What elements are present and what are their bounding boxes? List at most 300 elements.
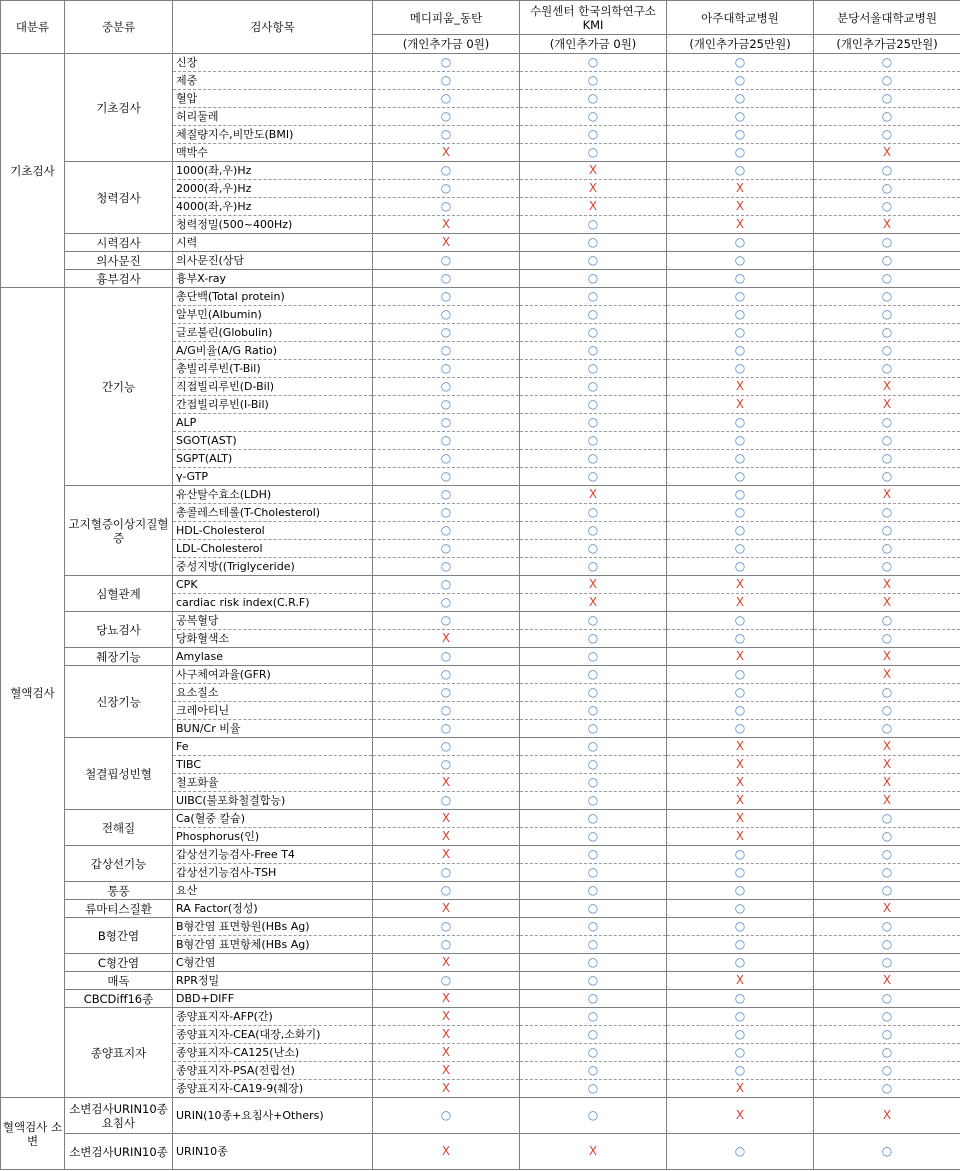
included-mark: ○ (814, 288, 960, 306)
included-mark: ○ (667, 864, 814, 882)
table-row (1, 612, 960, 630)
included-mark: ○ (814, 954, 960, 972)
included-mark: ○ (520, 288, 667, 306)
included-mark: ○ (667, 990, 814, 1008)
included-mark: ○ (373, 504, 520, 522)
item-cell: 요소질소 (173, 684, 373, 702)
included-mark: ○ (520, 252, 667, 270)
item-cell: C형간염 (173, 954, 373, 972)
subcategory-cell: 심혈관계 (65, 576, 173, 612)
included-mark: ○ (520, 918, 667, 936)
header-item: 검사항목 (173, 1, 373, 54)
subcategory-cell: CBCDiff16종 (65, 990, 173, 1008)
included-mark: ○ (520, 1008, 667, 1026)
excluded-mark: X (667, 792, 814, 810)
included-mark: ○ (667, 1134, 814, 1170)
included-mark: ○ (373, 792, 520, 810)
item-cell: 알부민(Albumin) (173, 306, 373, 324)
excluded-mark: X (373, 1044, 520, 1062)
excluded-mark: X (814, 774, 960, 792)
excluded-mark: X (373, 1062, 520, 1080)
excluded-mark: X (814, 576, 960, 594)
included-mark: ○ (667, 54, 814, 72)
included-mark: ○ (520, 882, 667, 900)
included-mark: ○ (520, 1026, 667, 1044)
included-mark: ○ (814, 90, 960, 108)
included-mark: ○ (814, 1026, 960, 1044)
included-mark: ○ (373, 72, 520, 90)
excluded-mark: X (667, 648, 814, 666)
excluded-mark: X (814, 738, 960, 756)
included-mark: ○ (667, 252, 814, 270)
included-mark: ○ (814, 1062, 960, 1080)
included-mark: ○ (520, 108, 667, 126)
item-cell: 총빌리루빈(T-Bil) (173, 360, 373, 378)
item-cell: 공복혈당 (173, 612, 373, 630)
included-mark: ○ (814, 1008, 960, 1026)
subcategory-cell: 기초검사 (65, 54, 173, 162)
included-mark: ○ (520, 468, 667, 486)
included-mark: ○ (520, 846, 667, 864)
included-mark: ○ (373, 198, 520, 216)
item-cell: γ-GTP (173, 468, 373, 486)
included-mark: ○ (667, 666, 814, 684)
included-mark: ○ (373, 270, 520, 288)
table-row (1, 954, 960, 972)
item-cell: 철포화율 (173, 774, 373, 792)
header-hospital-2: 수원센터 한국의학연구소 KMI (520, 1, 667, 35)
excluded-mark: X (373, 846, 520, 864)
included-mark: ○ (373, 432, 520, 450)
subcategory-cell: C형간염 (65, 954, 173, 972)
included-mark: ○ (814, 522, 960, 540)
excluded-mark: X (373, 810, 520, 828)
item-cell: cardiac risk index(C.R.F) (173, 594, 373, 612)
included-mark: ○ (373, 720, 520, 738)
included-mark: ○ (520, 54, 667, 72)
included-mark: ○ (814, 342, 960, 360)
subcategory-cell: 종양표지자 (65, 1008, 173, 1098)
included-mark: ○ (520, 990, 667, 1008)
excluded-mark: X (520, 198, 667, 216)
item-cell: RPR정밀 (173, 972, 373, 990)
price-hospital-3: (개인추가금25만원) (667, 35, 814, 54)
included-mark: ○ (520, 702, 667, 720)
included-mark: ○ (814, 234, 960, 252)
subcategory-cell: 신장기능 (65, 666, 173, 738)
included-mark: ○ (814, 720, 960, 738)
included-mark: ○ (814, 108, 960, 126)
included-mark: ○ (520, 774, 667, 792)
item-cell: 청력정밀(500~400Hz) (173, 216, 373, 234)
excluded-mark: X (667, 1098, 814, 1134)
included-mark: ○ (814, 1044, 960, 1062)
included-mark: ○ (814, 468, 960, 486)
included-mark: ○ (814, 882, 960, 900)
item-cell: LDL-Cholesterol (173, 540, 373, 558)
included-mark: ○ (520, 414, 667, 432)
item-cell: URIN(10종+요침사+Others) (173, 1098, 373, 1134)
table-row (1, 738, 960, 756)
excluded-mark: X (814, 756, 960, 774)
price-hospital-1: (개인추가금 0원) (373, 35, 520, 54)
excluded-mark: X (667, 198, 814, 216)
included-mark: ○ (373, 918, 520, 936)
included-mark: ○ (814, 630, 960, 648)
included-mark: ○ (667, 234, 814, 252)
excluded-mark: X (814, 396, 960, 414)
item-cell: 2000(좌,우)Hz (173, 180, 373, 198)
item-cell: SGPT(ALT) (173, 450, 373, 468)
included-mark: ○ (373, 936, 520, 954)
included-mark: ○ (520, 1098, 667, 1134)
included-mark: ○ (667, 1062, 814, 1080)
excluded-mark: X (373, 774, 520, 792)
included-mark: ○ (667, 486, 814, 504)
included-mark: ○ (814, 306, 960, 324)
table-row (1, 972, 960, 990)
included-mark: ○ (814, 252, 960, 270)
subcategory-cell: 소변검사URIN10종 (65, 1134, 173, 1170)
included-mark: ○ (373, 738, 520, 756)
item-cell: DBD+DIFF (173, 990, 373, 1008)
subcategory-cell: B형간염 (65, 918, 173, 954)
included-mark: ○ (520, 864, 667, 882)
item-cell: 신장 (173, 54, 373, 72)
subcategory-cell: 통풍 (65, 882, 173, 900)
item-cell: 당화혈색소 (173, 630, 373, 648)
item-cell: 4000(좌,우)Hz (173, 198, 373, 216)
included-mark: ○ (373, 108, 520, 126)
excluded-mark: X (667, 576, 814, 594)
included-mark: ○ (373, 90, 520, 108)
included-mark: ○ (814, 504, 960, 522)
table-row (1, 54, 960, 72)
included-mark: ○ (667, 450, 814, 468)
item-cell: 간접빌리루빈(I-Bil) (173, 396, 373, 414)
item-cell: B형간염 표면항체(HBs Ag) (173, 936, 373, 954)
included-mark: ○ (667, 702, 814, 720)
included-mark: ○ (667, 558, 814, 576)
subcategory-cell: 류마티스질환 (65, 900, 173, 918)
included-mark: ○ (667, 720, 814, 738)
included-mark: ○ (814, 1080, 960, 1098)
table-row (1, 234, 960, 252)
included-mark: ○ (667, 432, 814, 450)
included-mark: ○ (373, 684, 520, 702)
subcategory-cell: 흉부검사 (65, 270, 173, 288)
included-mark: ○ (814, 558, 960, 576)
included-mark: ○ (520, 738, 667, 756)
included-mark: ○ (814, 126, 960, 144)
subcategory-cell: 의사문진 (65, 252, 173, 270)
table-row (1, 576, 960, 594)
header-hospital-4: 분당서울대학교병원 (814, 1, 960, 35)
table-row (1, 648, 960, 666)
included-mark: ○ (814, 162, 960, 180)
item-cell: B형간염 표면항원(HBs Ag) (173, 918, 373, 936)
included-mark: ○ (814, 198, 960, 216)
excluded-mark: X (667, 180, 814, 198)
excluded-mark: X (520, 594, 667, 612)
excluded-mark: X (373, 828, 520, 846)
price-hospital-2: (개인추가금 0원) (520, 35, 667, 54)
item-cell: HDL-Cholesterol (173, 522, 373, 540)
header-hospital-1: 메디피움_동탄 (373, 1, 520, 35)
subcategory-cell: 췌장기능 (65, 648, 173, 666)
included-mark: ○ (667, 144, 814, 162)
table-row (1, 990, 960, 1008)
included-mark: ○ (814, 180, 960, 198)
excluded-mark: X (667, 810, 814, 828)
table-row (1, 252, 960, 270)
included-mark: ○ (373, 342, 520, 360)
included-mark: ○ (520, 810, 667, 828)
item-cell: Phosphorus(인) (173, 828, 373, 846)
excluded-mark: X (373, 144, 520, 162)
excluded-mark: X (520, 486, 667, 504)
table-row (1, 900, 960, 918)
included-mark: ○ (667, 72, 814, 90)
included-mark: ○ (667, 1008, 814, 1026)
subcategory-cell: 전해질 (65, 810, 173, 846)
item-cell: 총콜레스테롤(T-Cholesterol) (173, 504, 373, 522)
header-subcategory: 중분류 (65, 1, 173, 54)
included-mark: ○ (667, 504, 814, 522)
item-cell: ALP (173, 414, 373, 432)
subcategory-cell: 매독 (65, 972, 173, 990)
item-cell: BUN/Cr 비율 (173, 720, 373, 738)
category-cell: 혈액검사 소변 (1, 1098, 65, 1170)
included-mark: ○ (373, 252, 520, 270)
included-mark: ○ (520, 72, 667, 90)
item-cell: 1000(좌,우)Hz (173, 162, 373, 180)
included-mark: ○ (520, 1062, 667, 1080)
excluded-mark: X (667, 828, 814, 846)
included-mark: ○ (520, 828, 667, 846)
included-mark: ○ (520, 792, 667, 810)
excluded-mark: X (667, 972, 814, 990)
excluded-mark: X (520, 576, 667, 594)
item-cell: 글로불린(Globulin) (173, 324, 373, 342)
excluded-mark: X (667, 378, 814, 396)
included-mark: ○ (520, 684, 667, 702)
item-cell: 혈압 (173, 90, 373, 108)
included-mark: ○ (667, 360, 814, 378)
excluded-mark: X (814, 972, 960, 990)
included-mark: ○ (373, 522, 520, 540)
included-mark: ○ (814, 360, 960, 378)
included-mark: ○ (667, 288, 814, 306)
item-cell: 체질량지수,비만도(BMI) (173, 126, 373, 144)
excluded-mark: X (520, 180, 667, 198)
item-cell: UIBC(불포화철결합능) (173, 792, 373, 810)
subcategory-cell: 갑상선기능 (65, 846, 173, 882)
included-mark: ○ (814, 864, 960, 882)
included-mark: ○ (520, 936, 667, 954)
included-mark: ○ (520, 540, 667, 558)
subcategory-cell: 철결핍성빈혈 (65, 738, 173, 810)
included-mark: ○ (373, 540, 520, 558)
included-mark: ○ (520, 720, 667, 738)
table-row (1, 666, 960, 684)
included-mark: ○ (373, 54, 520, 72)
included-mark: ○ (373, 666, 520, 684)
excluded-mark: X (373, 234, 520, 252)
table-row (1, 810, 960, 828)
excluded-mark: X (814, 216, 960, 234)
table-row (1, 288, 960, 306)
item-cell: 사구체여과율(GFR) (173, 666, 373, 684)
included-mark: ○ (520, 306, 667, 324)
included-mark: ○ (814, 540, 960, 558)
item-cell: A/G비율(A/G Ratio) (173, 342, 373, 360)
included-mark: ○ (373, 972, 520, 990)
item-cell: 중성지방((Triglyceride) (173, 558, 373, 576)
included-mark: ○ (667, 468, 814, 486)
included-mark: ○ (373, 126, 520, 144)
included-mark: ○ (814, 72, 960, 90)
included-mark: ○ (373, 576, 520, 594)
included-mark: ○ (520, 378, 667, 396)
excluded-mark: X (814, 594, 960, 612)
excluded-mark: X (667, 396, 814, 414)
item-cell: 종양표지자-CA19-9(췌장) (173, 1080, 373, 1098)
item-cell: 요산 (173, 882, 373, 900)
item-cell: 크레아티닌 (173, 702, 373, 720)
included-mark: ○ (814, 828, 960, 846)
included-mark: ○ (667, 630, 814, 648)
included-mark: ○ (667, 684, 814, 702)
included-mark: ○ (520, 522, 667, 540)
included-mark: ○ (814, 432, 960, 450)
included-mark: ○ (814, 612, 960, 630)
excluded-mark: X (667, 216, 814, 234)
item-cell: 제중 (173, 72, 373, 90)
included-mark: ○ (814, 918, 960, 936)
excluded-mark: X (667, 738, 814, 756)
excluded-mark: X (814, 792, 960, 810)
table-body (1, 54, 960, 1170)
excluded-mark: X (814, 666, 960, 684)
excluded-mark: X (814, 1098, 960, 1134)
excluded-mark: X (373, 1008, 520, 1026)
included-mark: ○ (667, 1044, 814, 1062)
item-cell: RA Factor(정성) (173, 900, 373, 918)
included-mark: ○ (373, 288, 520, 306)
included-mark: ○ (520, 342, 667, 360)
included-mark: ○ (520, 648, 667, 666)
included-mark: ○ (667, 126, 814, 144)
included-mark: ○ (520, 360, 667, 378)
included-mark: ○ (520, 396, 667, 414)
item-cell: 총단백(Total protein) (173, 288, 373, 306)
included-mark: ○ (373, 360, 520, 378)
included-mark: ○ (373, 486, 520, 504)
item-cell: Fe (173, 738, 373, 756)
included-mark: ○ (667, 900, 814, 918)
included-mark: ○ (373, 396, 520, 414)
item-cell: 흉부X-ray (173, 270, 373, 288)
included-mark: ○ (520, 666, 667, 684)
included-mark: ○ (667, 270, 814, 288)
included-mark: ○ (373, 756, 520, 774)
item-cell: Amylase (173, 648, 373, 666)
excluded-mark: X (373, 900, 520, 918)
included-mark: ○ (520, 612, 667, 630)
table-row (1, 882, 960, 900)
included-mark: ○ (373, 594, 520, 612)
included-mark: ○ (520, 558, 667, 576)
included-mark: ○ (373, 324, 520, 342)
table-row (1, 1008, 960, 1026)
subcategory-cell: 소변검사URIN10종요침사 (65, 1098, 173, 1134)
subcategory-cell: 고지혈증이상지질혈증 (65, 486, 173, 576)
included-mark: ○ (373, 558, 520, 576)
included-mark: ○ (373, 612, 520, 630)
included-mark: ○ (520, 324, 667, 342)
excluded-mark: X (814, 486, 960, 504)
excluded-mark: X (667, 594, 814, 612)
included-mark: ○ (520, 450, 667, 468)
included-mark: ○ (814, 54, 960, 72)
included-mark: ○ (814, 414, 960, 432)
included-mark: ○ (667, 612, 814, 630)
item-cell: 의사문진(상담 (173, 252, 373, 270)
table-row (1, 846, 960, 864)
item-cell: 종양표지자-PSA(전립선) (173, 1062, 373, 1080)
included-mark: ○ (667, 162, 814, 180)
included-mark: ○ (814, 324, 960, 342)
included-mark: ○ (814, 450, 960, 468)
excluded-mark: X (373, 1080, 520, 1098)
included-mark: ○ (520, 144, 667, 162)
included-mark: ○ (520, 954, 667, 972)
price-hospital-4: (개인추가금25만원) (814, 35, 960, 54)
table-row (1, 162, 960, 180)
item-cell: 종양표지자-CA125(난소) (173, 1044, 373, 1062)
subcategory-cell: 간기능 (65, 288, 173, 486)
included-mark: ○ (373, 306, 520, 324)
included-mark: ○ (667, 522, 814, 540)
included-mark: ○ (520, 1044, 667, 1062)
category-cell: 혈액검사 (1, 288, 65, 1098)
table-row (1, 486, 960, 504)
included-mark: ○ (520, 972, 667, 990)
included-mark: ○ (520, 504, 667, 522)
excluded-mark: X (667, 1080, 814, 1098)
included-mark: ○ (814, 936, 960, 954)
item-cell: 직접빌리루빈(D-Bil) (173, 378, 373, 396)
included-mark: ○ (814, 702, 960, 720)
header-category: 대분류 (1, 1, 65, 54)
included-mark: ○ (814, 810, 960, 828)
included-mark: ○ (667, 540, 814, 558)
included-mark: ○ (520, 234, 667, 252)
excluded-mark: X (373, 954, 520, 972)
included-mark: ○ (667, 918, 814, 936)
included-mark: ○ (520, 432, 667, 450)
item-cell: 갑상선기능검사-TSH (173, 864, 373, 882)
excluded-mark: X (373, 1026, 520, 1044)
excluded-mark: X (520, 162, 667, 180)
included-mark: ○ (373, 450, 520, 468)
table-row (1, 1134, 960, 1170)
included-mark: ○ (814, 846, 960, 864)
included-mark: ○ (373, 468, 520, 486)
item-cell: 맥박수 (173, 144, 373, 162)
included-mark: ○ (814, 270, 960, 288)
